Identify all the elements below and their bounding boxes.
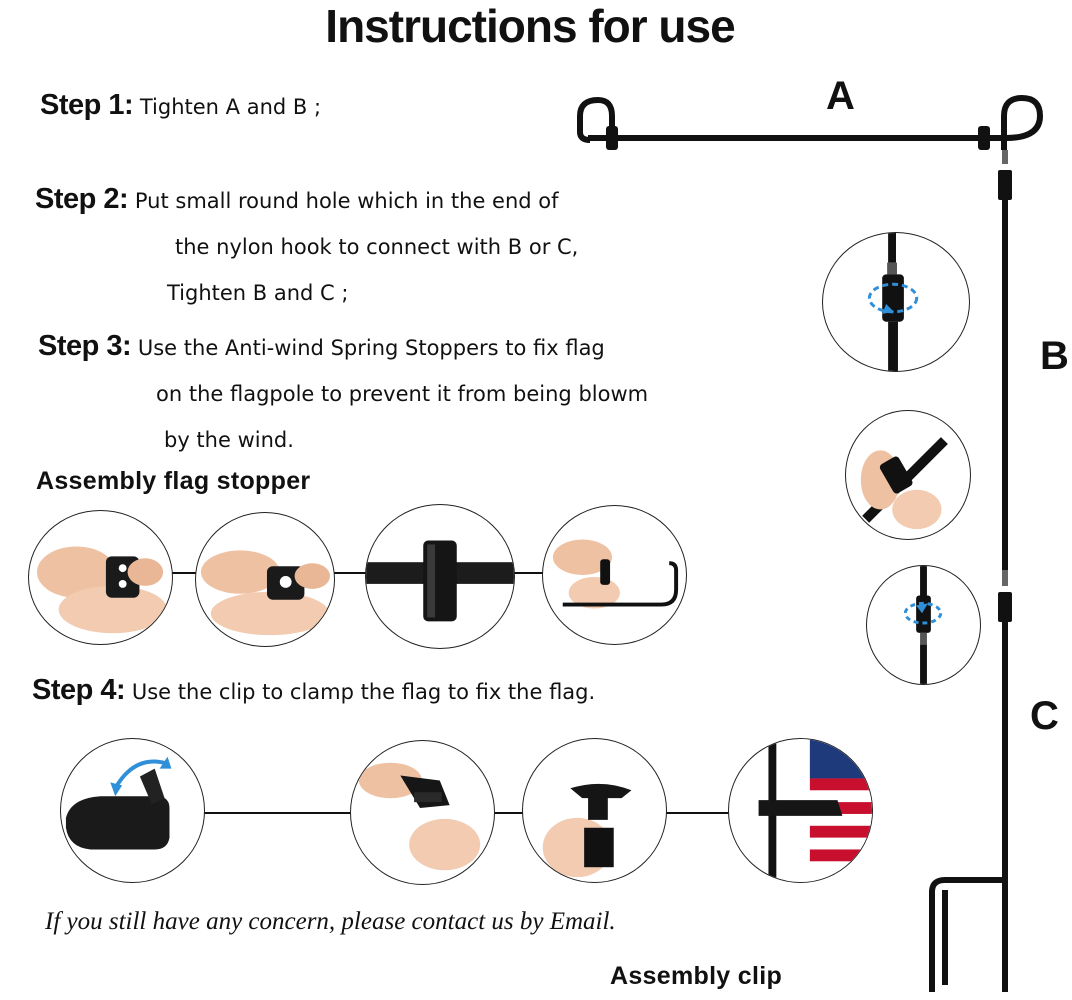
stopper-photo-3 — [365, 504, 515, 649]
step-3-line-2: on the flagpole to prevent it from being blowm — [156, 382, 649, 406]
step-4-line-1: Use the clip to clamp the flag to fix the flag. — [131, 680, 596, 704]
stopper-heading: Assembly flag stopper — [36, 467, 311, 495]
step-4 — [32, 667, 595, 715]
flagpole-diagram — [560, 80, 1070, 998]
step-2-label: Step 2: — [35, 183, 129, 215]
step-3-line-1: Use the Anti-wind Spring Stoppers to fix flag — [137, 336, 605, 360]
contact-note: If you still have any concern, please contact us by Email. — [45, 908, 616, 935]
step-3-line-3: by the wind. — [164, 428, 294, 452]
clip-photo-1 — [60, 738, 205, 883]
step-1-line-1: Tighten A and B ; — [139, 95, 322, 119]
clip-heading: Assembly clip — [610, 962, 783, 990]
step-3-label: Step 3: — [38, 330, 132, 362]
label-a: A — [826, 74, 855, 118]
step-1 — [40, 82, 321, 130]
page-title: Instructions for use — [325, 0, 735, 52]
step-2-line-2: the nylon hook to connect with B or C, — [175, 235, 579, 259]
clip-photo-2 — [350, 740, 495, 885]
step-4-label: Step 4: — [32, 674, 126, 706]
stopper-photo-1 — [28, 510, 173, 645]
step-3 — [38, 323, 648, 463]
step-2 — [35, 176, 578, 316]
label-b: B — [1040, 334, 1069, 378]
step-2-line-3: Tighten B and C ; — [167, 281, 349, 305]
step-1-label: Step 1: — [40, 89, 134, 121]
stopper-photo-2 — [195, 512, 335, 647]
label-c: C — [1030, 694, 1059, 738]
step-2-line-1: Put small round hole which in the end of — [134, 189, 559, 213]
